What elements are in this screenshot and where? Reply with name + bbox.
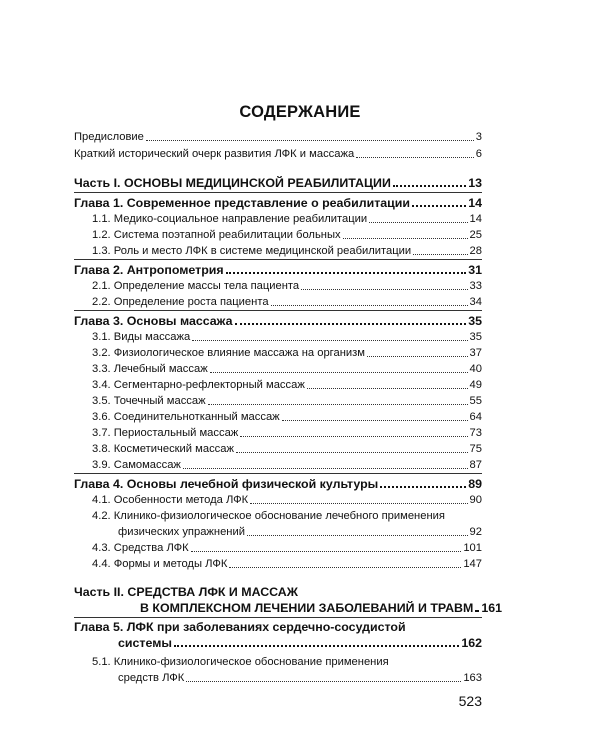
entry-page: 37	[469, 347, 482, 359]
divider	[74, 259, 482, 260]
entry-page: 55	[469, 395, 482, 407]
entry-page: 14	[469, 213, 482, 225]
entry-title: Глава 3. Основы массажа	[74, 314, 233, 328]
entry-page: 161	[481, 601, 502, 615]
divider	[74, 192, 482, 193]
divider	[74, 617, 482, 618]
entry-title: 3.8. Косметический массаж	[92, 443, 234, 455]
toc-entry	[74, 147, 482, 161]
entry-page: 33	[469, 280, 482, 292]
dot-leader	[191, 551, 462, 552]
entry-page: 13	[468, 176, 482, 190]
dot-leader	[413, 254, 467, 255]
toc-part	[74, 176, 482, 190]
divider	[74, 473, 482, 474]
entry-title: 3.9. Самомассаж	[92, 459, 181, 471]
entry-title: 3.1. Виды массажа	[92, 331, 191, 343]
dot-leader	[250, 503, 467, 504]
dot-leader	[192, 340, 467, 341]
toc-section	[92, 244, 482, 258]
entry-title: 3.5. Точечный массаж	[92, 395, 206, 407]
entry-page: 28	[469, 245, 482, 257]
toc-section	[92, 458, 482, 472]
entry-page: 87	[469, 459, 482, 471]
dot-leader	[229, 567, 461, 568]
entry-page: 162	[461, 636, 482, 650]
entry-page: 35	[468, 314, 482, 328]
dot-leader	[271, 305, 468, 306]
dot-leader	[236, 452, 468, 453]
toc-section	[92, 295, 482, 309]
entry-page: 3	[475, 131, 482, 143]
entry-page: 40	[469, 363, 482, 375]
toc-section	[92, 557, 482, 571]
toc-part-line: Часть II. СРЕДСТВА ЛФК И МАССАЖ	[74, 585, 298, 599]
entry-page: 14	[468, 196, 482, 210]
entry-page: 49	[469, 379, 482, 391]
toc-section	[92, 212, 482, 226]
entry-page: 163	[463, 672, 482, 684]
dot-leader	[475, 610, 479, 612]
entry-title: физических упражнений	[118, 526, 245, 538]
toc-section-line: 4.2. Клинико-физиологическое обоснование лечебного применения	[92, 510, 445, 522]
entry-title: средств ЛФК	[118, 672, 185, 684]
dot-leader	[301, 289, 467, 290]
toc-section	[92, 493, 482, 507]
toc-part	[140, 601, 502, 615]
toc-chapter	[74, 477, 482, 491]
toc-chapter	[74, 314, 482, 328]
entry-page: 101	[463, 542, 482, 554]
entry-page: 31	[468, 263, 482, 277]
toc-chapter	[74, 263, 482, 277]
dot-leader	[226, 272, 467, 274]
dot-leader	[282, 420, 468, 421]
toc-section	[92, 346, 482, 360]
entry-title: Глава 4. Основы лечебной физической культуры	[74, 477, 379, 491]
dot-leader	[247, 535, 468, 536]
toc-section	[92, 394, 482, 408]
entry-title: 3.2. Физиологическое влияние массажа на организм	[92, 347, 365, 359]
entry-page: 90	[469, 494, 482, 506]
page-number: 523	[458, 693, 482, 709]
entry-title: системы	[118, 636, 172, 650]
toc-chapter	[74, 196, 482, 210]
toc-entry	[74, 130, 482, 144]
dot-leader	[369, 222, 467, 223]
dot-leader	[307, 388, 468, 389]
dot-leader	[210, 372, 468, 373]
entry-title: Глава 2. Антропометрия	[74, 263, 224, 277]
dot-leader	[380, 486, 466, 488]
page-title: СОДЕРЖАНИЕ	[239, 103, 361, 121]
dot-leader	[208, 404, 468, 405]
entry-page: 64	[469, 411, 482, 423]
entry-page: 92	[469, 526, 482, 538]
toc-section	[92, 410, 482, 424]
entry-title: 4.1. Особенности метода ЛФК	[92, 494, 249, 506]
entry-title: Предисловие	[74, 131, 144, 143]
entry-title: 4.3. Средства ЛФК	[92, 542, 189, 554]
entry-title: 1.3. Роль и место ЛФК в системе медицинской реабилитации	[92, 245, 412, 257]
dot-leader	[356, 157, 474, 158]
toc-section	[92, 362, 482, 376]
toc-section	[92, 330, 482, 344]
entry-title: 1.1. Медико-социальное направление реабилитации	[92, 213, 368, 225]
entry-title: 1.2. Система поэтапной реабилитации больных	[92, 229, 341, 241]
toc-section	[92, 228, 482, 242]
entry-title: Краткий исторический очерк развития ЛФК и массажа	[74, 148, 355, 160]
toc-section	[92, 541, 482, 555]
dot-leader	[393, 185, 466, 187]
dot-leader	[240, 436, 467, 437]
entry-page: 147	[463, 558, 482, 570]
entry-title: 4.4. Формы и методы ЛФК	[92, 558, 228, 570]
dot-leader	[183, 468, 468, 469]
entry-title: В КОМПЛЕКСНОМ ЛЕЧЕНИИ ЗАБОЛЕВАНИЙ И ТРАВМ	[140, 601, 474, 615]
toc-chapter	[118, 636, 482, 650]
entry-page: 73	[469, 427, 482, 439]
entry-title: 3.7. Периостальный массаж	[92, 427, 239, 439]
entry-title: Глава 1. Современное представление о реабилитации	[74, 196, 411, 210]
toc-section	[92, 442, 482, 456]
toc-section	[92, 378, 482, 392]
entry-title: 3.4. Сегментарно-рефлекторный массаж	[92, 379, 305, 391]
toc-section	[92, 279, 482, 293]
dot-leader	[235, 323, 467, 325]
entry-page: 34	[469, 296, 482, 308]
dot-leader	[146, 140, 474, 141]
entry-page: 75	[469, 443, 482, 455]
entry-title: Часть I. ОСНОВЫ МЕДИЦИНСКОЙ РЕАБИЛИТАЦИИ	[74, 176, 391, 190]
toc-section	[118, 671, 482, 685]
dot-leader	[343, 238, 468, 239]
entry-page: 35	[469, 331, 482, 343]
toc-section-line: 5.1. Клинико-физиологическое обоснование применения	[92, 656, 389, 668]
toc-section	[92, 426, 482, 440]
entry-page: 25	[469, 229, 482, 241]
dot-leader	[412, 205, 466, 207]
entry-title: 2.1. Определение массы тела пациента	[92, 280, 300, 292]
entry-title: 2.2. Определение роста пациента	[92, 296, 269, 308]
divider	[74, 310, 482, 311]
toc-section	[118, 525, 482, 539]
entry-page: 89	[468, 477, 482, 491]
entry-title: 3.6. Соединительнотканный массаж	[92, 411, 280, 423]
dot-leader	[174, 645, 459, 647]
dot-leader	[367, 356, 468, 357]
dot-leader	[186, 681, 461, 682]
entry-title: 3.3. Лечебный массаж	[92, 363, 208, 375]
entry-page: 6	[475, 148, 482, 160]
toc-chapter-line: Глава 5. ЛФК при заболеваниях сердечно-сосудистой	[74, 620, 406, 634]
